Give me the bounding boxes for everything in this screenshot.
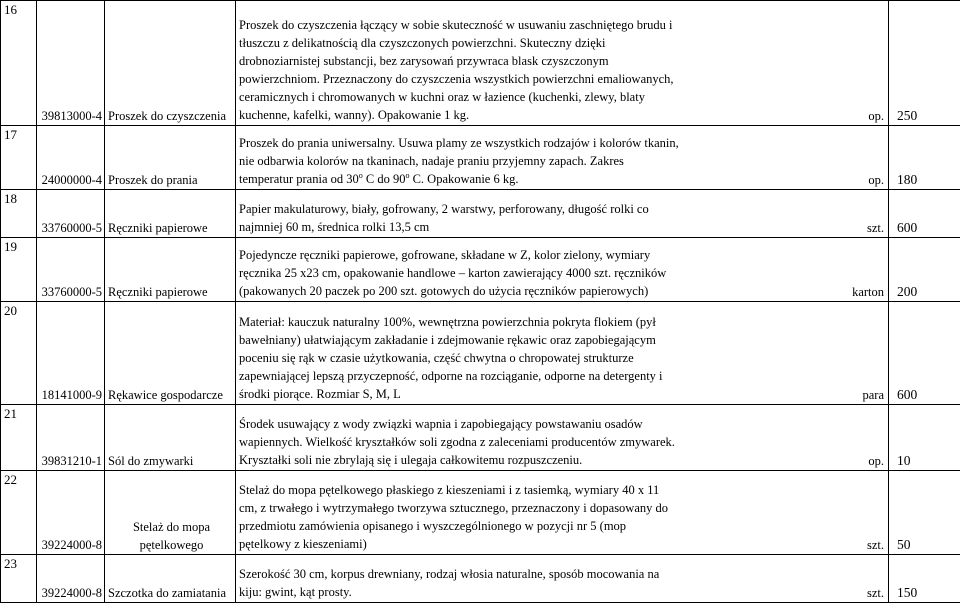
cpv-code: 39224000-8	[37, 555, 105, 603]
table-row	[1, 471, 960, 555]
description-text: Proszek do czyszczenia łączący w sobie skuteczność w usuwaniu zaschniętego brudu i tłuszczu z delikatnością dla czyszczonych powierzchni. Skuteczny dzięki drobnoziarnistej substancji, bez zarysowań przywraca blask czyszczonym powierzchniom. Przeznaczony do czyszczenia wszystkich powierzchni emaliowanych, ceramicznych i chromowanych w kuchni oraz w łazience (kuchenki, zlewy, blaty kuchenne, kafelki, wanny). Opakowanie 1 kg.	[239, 18, 674, 122]
degree-superscript: o	[405, 170, 410, 180]
product-description	[236, 190, 686, 238]
product-name: Szczotka do zamiatania	[105, 555, 236, 603]
table-row	[1, 126, 960, 190]
product-name: Stelaż do mopa pętelkowego	[105, 471, 236, 555]
row-number: 23	[1, 555, 37, 603]
description-part: Proszek do prania uniwersalny. Usuwa plamy ze wszystkich rodzajów i kolorów tkanin, nie odbarwia kolorów na tkaninach, nadaje praniu przyjemny zapach. Zakres temperatur prania od 30	[239, 136, 679, 186]
quantity: 250	[889, 1, 960, 126]
row-number: 16	[1, 1, 37, 126]
description-text: Pojedyncze ręczniki papierowe, gofrowane, składane w Z, kolor zielony, wymiary ręcznika 25 x23 cm, opakowanie handlowe – karton zawierający 4000 szt. ręczników (pakowanych 20 paczek po 200 szt. gotowych do użycia ręczników papierowych)	[239, 248, 667, 298]
product-description	[236, 1, 686, 126]
unit: para	[686, 302, 889, 405]
table-row	[1, 238, 960, 302]
cpv-code: 39813000-4	[37, 1, 105, 126]
product-name: Proszek do czyszczenia	[105, 1, 236, 126]
row-number: 20	[1, 302, 37, 405]
product-description	[236, 302, 686, 405]
product-description	[236, 126, 686, 190]
quantity: 180	[889, 126, 960, 190]
cpv-code: 33760000-5	[37, 190, 105, 238]
row-number: 21	[1, 405, 37, 471]
product-name: Ręczniki papierowe	[105, 190, 236, 238]
description-text: Papier makulaturowy, biały, gofrowany, 2 warstwy, perforowany, długość rolki co najmniej 60 m, średnica rolki 13,5 cm	[239, 202, 649, 234]
quantity: 10	[889, 405, 960, 471]
product-description	[236, 238, 686, 302]
unit: szt.	[686, 555, 889, 603]
description-text	[239, 134, 679, 188]
table-row	[1, 190, 960, 238]
row-number: 19	[1, 238, 37, 302]
unit: szt.	[686, 471, 889, 555]
cpv-code: 18141000-9	[37, 302, 105, 405]
description-text: Szerokość 30 cm, korpus drewniany, rodzaj włosia naturalne, sposób mocowania na kiju: gwint, kąt prosty.	[239, 567, 660, 599]
table-row	[1, 405, 960, 471]
product-name: Proszek do prania	[105, 126, 236, 190]
product-description	[236, 555, 686, 603]
quantity: 50	[889, 471, 960, 555]
table-row	[1, 555, 960, 603]
product-name: Rękawice gospodarcze	[105, 302, 236, 405]
quantity: 600	[889, 302, 960, 405]
quantity: 200	[889, 238, 960, 302]
cpv-code: 33760000-5	[37, 238, 105, 302]
product-description	[236, 405, 686, 471]
product-name: Sól do zmywarki	[105, 405, 236, 471]
description-text: Materiał: kauczuk naturalny 100%, wewnętrzna powierzchnia pokryta flokiem (pył bawełniany) ułatwiającym zakładanie i zdejmowanie rękawic oraz zapobiegającym poceniu się rąk w czasie użytkowania, część chwytna o chropowatej strukturze zapewniającej lepszą przyczepność, odporne na rozciąganie, odporne na detergenty i środki piorące. Rozmiar S, M, L	[239, 315, 663, 401]
row-number: 17	[1, 126, 37, 190]
unit: szt.	[686, 190, 889, 238]
description-text: Stelaż do mopa pętelkowego płaskiego z kieszeniami i z tasiemką, wymiary 40 x 11 cm, z trwałego i wytrzymałego tworzywa sztucznego, przeznaczony i dopasowany do przedmiotu zamówienia opisanego i wyszczególnionego w pozycji nr 5 (mop pętelkowy z kieszeniami)	[239, 483, 669, 551]
description-text: Środek usuwający z wody związki wapnia i zapobiegający powstawaniu osadów wapiennych. Wielkość kryształków soli zgodna z zaleceniami producentów zmywarek. Kryształki soli nie zbrylają się i ulegaja całkowitemu rozpuszczeniu.	[239, 417, 675, 467]
quantity: 150	[889, 555, 960, 603]
unit: op.	[686, 1, 889, 126]
description-part: C do 90	[362, 172, 406, 186]
row-number: 22	[1, 471, 37, 555]
cpv-code: 24000000-4	[37, 126, 105, 190]
unit: op.	[686, 405, 889, 471]
table-row	[1, 1, 960, 126]
quantity: 600	[889, 190, 960, 238]
table-row	[1, 302, 960, 405]
row-number: 18	[1, 190, 37, 238]
unit: karton	[686, 238, 889, 302]
unit: op.	[686, 126, 889, 190]
product-name: Ręczniki papierowe	[105, 238, 236, 302]
cpv-code: 39224000-8	[37, 471, 105, 555]
degree-superscript: o	[358, 170, 363, 180]
description-part: C. Opakowanie 6 kg.	[409, 172, 519, 186]
product-description	[236, 471, 686, 555]
cpv-code: 39831210-1	[37, 405, 105, 471]
